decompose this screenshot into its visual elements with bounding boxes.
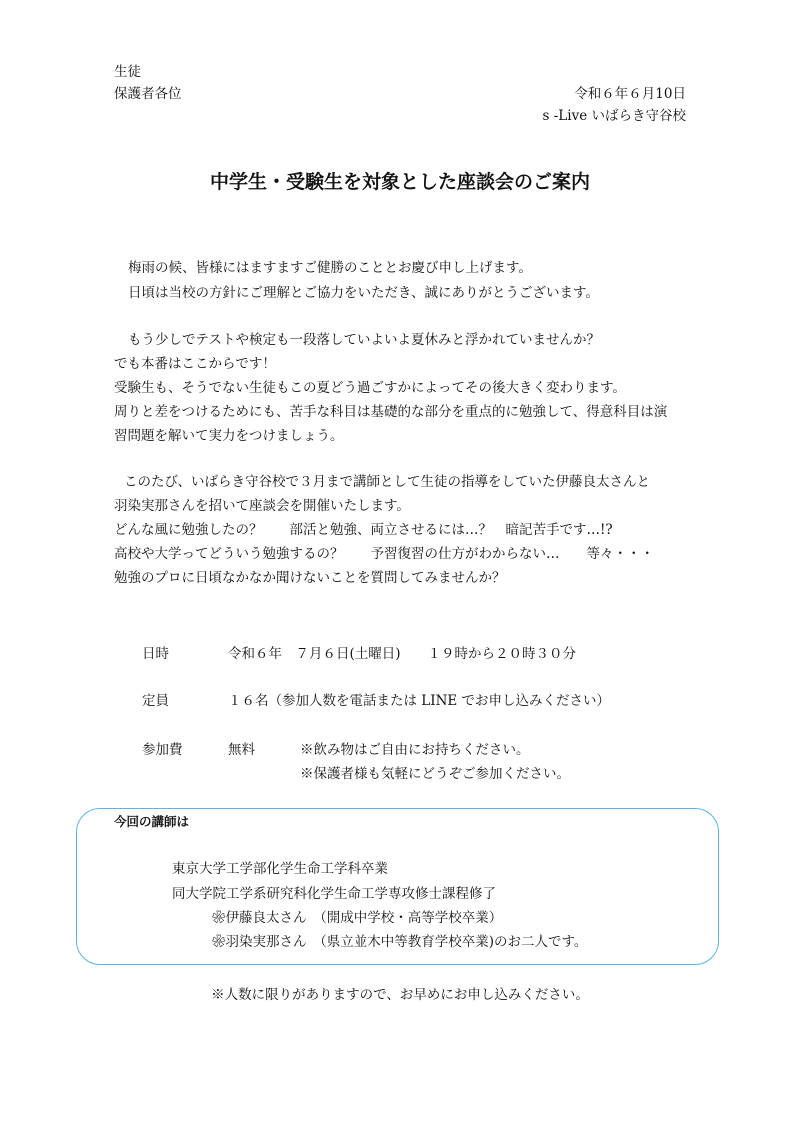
instructor-person-2: ❀羽染実那さん （県立並木中等教育学校卒業)のお二人です。 [212,934,588,950]
instructor-education-2: 同大学院工学系研究科化学生命工学専攻修士課程修了 [172,886,496,902]
instructor-education-1: 東京大学工学部化学生命工学科卒業 [172,861,388,877]
date-label: 日時 [142,646,169,662]
para1-line-3: 受験生も、そうでない生徒もこの夏どう過ごすかによってその後大きく変わります。 [114,380,626,396]
document-date: 令和６年６月10日 [574,86,686,102]
school-name: s -Live いばらき守谷校 [542,108,686,124]
para2-line-3: どんな風に勉強したの？ 部活と勉強、両立させるには…？ 暗記苦手です…!? [114,522,613,538]
capacity-label: 定員 [142,693,169,709]
para2-line-1: このたび、いばらき守谷校で３月まで講師として生徒の指導をしていた伊藤良太さんと [124,474,650,490]
recipient-line-1: 生徒 [114,64,141,80]
para1-line-5: 習問題を解いて実力をつけましょう。 [114,428,344,444]
page-title: 中学生・受験生を対象とした座談会のご案内 [209,171,590,193]
capacity-value: １６名（参加人数を電話または LINE でお申し込みください） [228,693,611,709]
greeting-line-2: 日頃は当校の方針にご理解とご協力をいただき、誠にありがとうございます。 [128,285,599,301]
para1-line-2: でも本番はここからです！ [114,356,276,372]
instructors-label: 今回の講師は [114,814,190,829]
footer-note: ※人数に限りがありますので、お早めにお申し込みください。 [211,987,589,1003]
date-value: 令和６年 ７月６日(土曜日) １９時から２０時３０分 [228,646,577,662]
fee-label: 参加費 [142,742,183,758]
para2-line-4: 高校や大学ってどういう勉強するの？ 予習復習の仕方がわからない… 等々・・・ [114,546,654,562]
para2-line-5: 勉強のプロに日頃なかなか聞けないことを質問してみませんか？ [114,570,506,586]
fee-value: 無料 [228,742,255,758]
fee-note-2: ※保護者様も気軽にどうぞご参加ください。 [300,766,570,782]
instructor-person-1: ❀伊藤良太さん （開成中学校・高等学校卒業） [212,910,503,926]
fee-note-1: ※飲み物はご自由にお持ちください。 [300,742,530,758]
recipient-line-2: 保護者各位 [114,86,182,102]
para1-line-1: もう少しでテストや検定も一段落していよいよ夏休みと浮かれていませんか？ [128,332,600,348]
greeting-line-1: 梅雨の候、皆様にはますますご健勝のこととお慶び申し上げます。 [128,260,532,276]
para2-line-2: 羽染実那さんを招いて座談会を開催いたします。 [114,498,410,514]
para1-line-4: 周りと差をつけるためにも、苦手な科目は基礎的な部分を重点的に勉強して、得意科目は演 [114,404,668,420]
